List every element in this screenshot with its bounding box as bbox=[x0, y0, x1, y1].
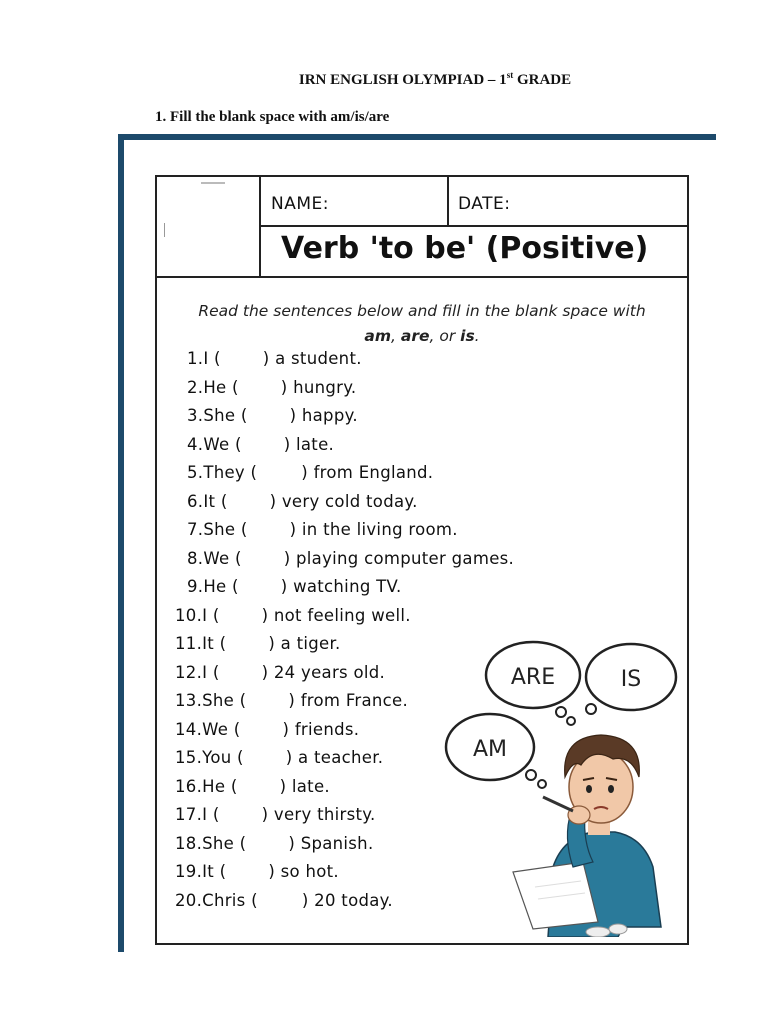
document-title bbox=[0, 70, 768, 89]
sentence-subject: We ( bbox=[203, 434, 242, 454]
sentence-rest: ) a teacher. bbox=[285, 748, 384, 767]
sentence-subject: It ( bbox=[202, 634, 227, 653]
sentence-rest: ) from England. bbox=[301, 463, 434, 482]
instruction-line1: Read the sentences below and fill in the blank space with bbox=[198, 302, 646, 320]
sentence-number: 7. bbox=[187, 520, 204, 539]
sentence-number: 15. bbox=[175, 748, 203, 767]
sentence-subject: Chris ( bbox=[202, 890, 258, 910]
sentence-item bbox=[175, 834, 374, 860]
sentence-number: 13. bbox=[175, 691, 203, 710]
sentence-item bbox=[175, 862, 339, 888]
sentence-item bbox=[187, 549, 514, 575]
sentence-number: 2. bbox=[187, 377, 204, 397]
sentence-rest: ) hungry. bbox=[280, 377, 357, 397]
logo-mark-line bbox=[164, 223, 165, 237]
sentence-number: 4. bbox=[187, 434, 204, 454]
sentence-item bbox=[175, 606, 411, 632]
sentence-rest: ) very cold today. bbox=[269, 491, 418, 511]
name-label: NAME: bbox=[271, 194, 329, 214]
sentence-number: 10. bbox=[175, 605, 203, 625]
sentence-number: 3. bbox=[187, 406, 204, 425]
sentence-item bbox=[187, 435, 334, 461]
instruction-sep1: , bbox=[391, 327, 401, 345]
sentence-number: 17. bbox=[175, 805, 203, 824]
sentence-rest: ) playing computer games. bbox=[283, 548, 515, 568]
sentence-item bbox=[187, 406, 358, 432]
pencil bbox=[543, 797, 573, 811]
frame-border-top bbox=[118, 134, 716, 140]
sentence-subject: We ( bbox=[203, 548, 242, 568]
sentence-rest: ) very thirsty. bbox=[261, 805, 376, 824]
sentence-number: 5. bbox=[187, 463, 204, 482]
sentence-subject: I ( bbox=[203, 349, 221, 368]
sentence-number: 9. bbox=[187, 577, 204, 596]
sentence-subject: They ( bbox=[203, 463, 258, 482]
sentence-item bbox=[175, 634, 341, 660]
instruction-is: is bbox=[460, 327, 475, 345]
thinking-boy-illustration bbox=[443, 637, 683, 937]
instructions bbox=[157, 299, 687, 349]
sentence-item bbox=[175, 663, 385, 689]
sentence-number: 19. bbox=[175, 862, 203, 881]
paper bbox=[513, 862, 598, 929]
sentence-subject: I ( bbox=[202, 805, 220, 824]
sentence-item bbox=[187, 520, 458, 546]
sentence-rest: ) Spanish. bbox=[288, 833, 374, 853]
sentence-subject: He ( bbox=[203, 377, 239, 397]
bubble-is-text: IS bbox=[620, 667, 642, 692]
sentence-item bbox=[175, 891, 393, 917]
document-title-main: IRN ENGLISH OLYMPIAD – 1 bbox=[298, 72, 507, 88]
sentence-item bbox=[175, 777, 330, 803]
document-title-end: GRADE bbox=[513, 72, 572, 88]
sentence-subject: She ( bbox=[203, 406, 248, 425]
sentence-item bbox=[175, 748, 383, 774]
sentence-subject: He ( bbox=[202, 776, 238, 796]
sentence-number: 18. bbox=[175, 833, 203, 853]
sentence-number: 6. bbox=[187, 491, 204, 511]
sentence-subject: I ( bbox=[202, 662, 220, 682]
sentence-rest: ) a tiger. bbox=[268, 634, 341, 653]
sentence-item bbox=[187, 463, 433, 489]
sentence-item bbox=[187, 492, 418, 518]
sentence-item bbox=[187, 577, 402, 603]
sentence-number: 8. bbox=[187, 548, 204, 568]
question-instruction: 1. Fill the blank space with am/is/are bbox=[155, 109, 390, 125]
sentence-rest: ) in the living room. bbox=[289, 520, 458, 539]
sentence-rest: ) 20 today. bbox=[301, 890, 393, 910]
worksheet-title: Verb 'to be' (Positive) bbox=[261, 227, 687, 278]
sentence-rest: ) 24 years old. bbox=[261, 662, 386, 682]
sentence-number: 1. bbox=[187, 349, 204, 368]
sentence-subject: We ( bbox=[202, 719, 241, 739]
sentence-subject: She ( bbox=[202, 833, 247, 853]
instruction-are: are bbox=[400, 327, 430, 345]
sentence-rest: ) watching TV. bbox=[280, 577, 402, 596]
sentence-subject: It ( bbox=[202, 862, 227, 881]
sentence-number: 11. bbox=[175, 634, 203, 653]
sentence-subject: It ( bbox=[203, 491, 228, 511]
logo-cell bbox=[157, 177, 261, 278]
frame-border-left bbox=[118, 134, 124, 952]
sentence-subject: She ( bbox=[203, 520, 248, 539]
sentence-number: 16. bbox=[175, 776, 203, 796]
instruction-am: am bbox=[364, 327, 391, 345]
sentence-rest: ) late. bbox=[279, 776, 330, 796]
document-title-sup: st bbox=[506, 70, 514, 80]
sentence-item bbox=[187, 378, 356, 404]
bubble-are-text: ARE bbox=[510, 665, 556, 690]
sentence-subject: You ( bbox=[202, 748, 244, 767]
worksheet bbox=[155, 175, 689, 945]
sentence-number: 12. bbox=[175, 662, 203, 682]
sentence-rest: ) from France. bbox=[288, 691, 409, 710]
instruction-end: . bbox=[474, 327, 480, 345]
sentence-number: 14. bbox=[175, 719, 203, 739]
date-label: DATE: bbox=[458, 194, 511, 214]
sentence-subject: He ( bbox=[203, 577, 239, 596]
name-field bbox=[261, 177, 449, 227]
date-field bbox=[449, 177, 687, 227]
sentence-item bbox=[175, 691, 408, 717]
sentence-rest: ) happy. bbox=[289, 406, 358, 425]
sentence-rest: ) late. bbox=[283, 434, 335, 454]
bubble-am-text: AM bbox=[472, 737, 508, 762]
sentence-subject: She ( bbox=[202, 691, 247, 710]
sentence-item bbox=[175, 805, 376, 831]
logo-mark bbox=[201, 182, 225, 184]
sentence-rest: ) so hot. bbox=[268, 862, 339, 881]
sentence-item bbox=[175, 720, 359, 746]
sentence-item bbox=[187, 349, 362, 375]
sentence-number: 20. bbox=[175, 890, 203, 910]
sentence-rest: ) friends. bbox=[282, 719, 360, 739]
sentence-rest: ) not feeling well. bbox=[261, 605, 411, 625]
sentence-rest: ) a student. bbox=[262, 349, 362, 368]
instruction-sep2: , or bbox=[429, 327, 461, 345]
sentence-subject: I ( bbox=[202, 605, 220, 625]
